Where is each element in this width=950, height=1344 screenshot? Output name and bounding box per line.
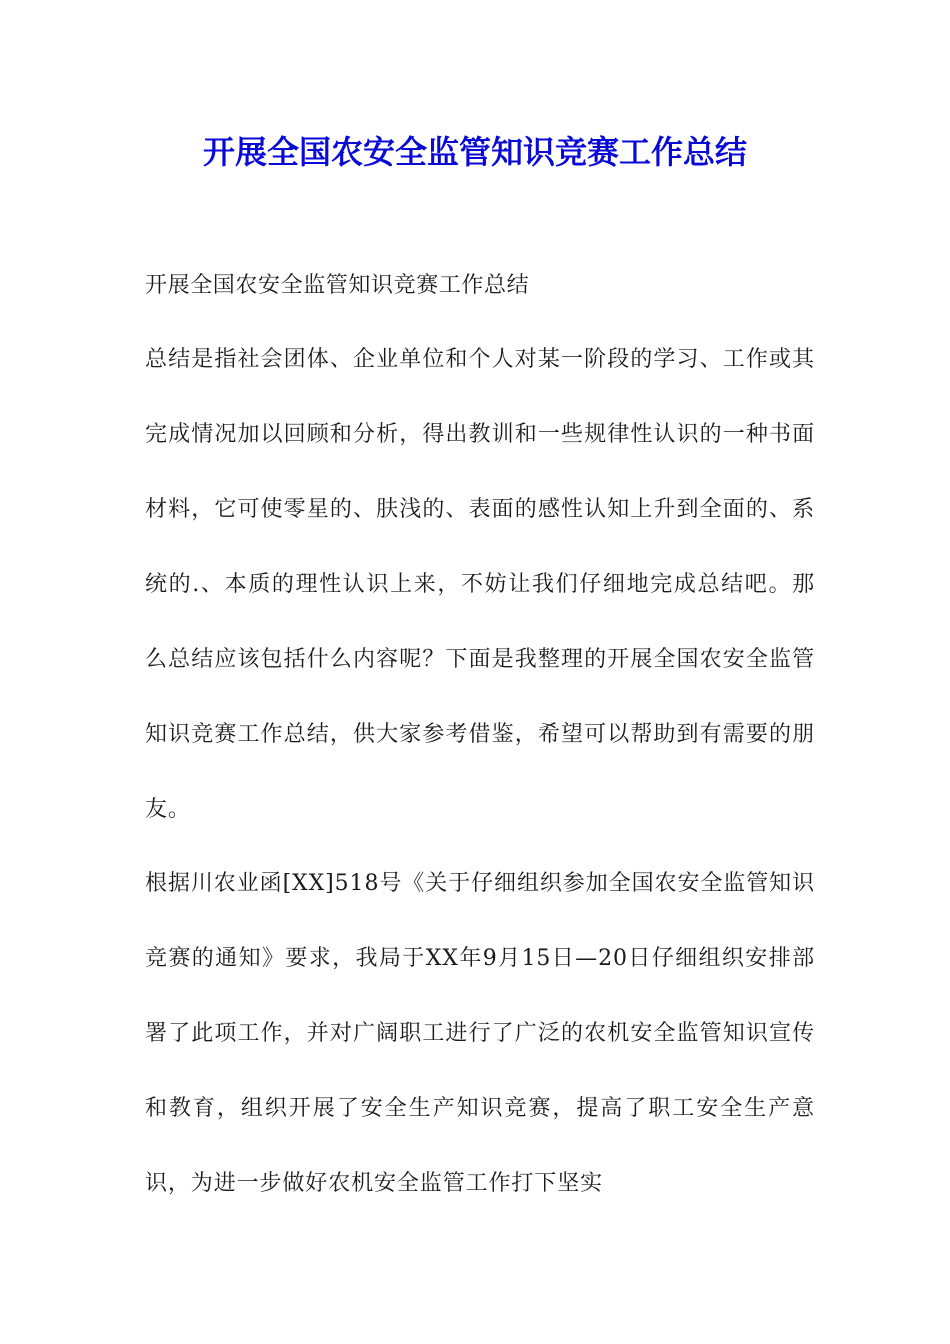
paragraph-body: 根据川农业函[XX]518号《关于仔细组织参加全国农安全监管知识竞赛的通知》要求，我局于XX年9月15日—20日仔细组织安排部署了此项工作，并对广阔职工进行了广泛的农机安全监管知识宣传和教育，组织开展了安全生产知识竞赛，提高了职工安全生产意识，为进一步做好农机安全监管工作打下坚实	[145, 871, 815, 1196]
document-title: 开展全国农安全监管知识竞赛工作总结	[202, 133, 747, 171]
document-subtitle: 开展全国农安全监管知识竞赛工作总结	[145, 273, 530, 298]
paragraph-intro: 总结是指社会团体、企业单位和个人对某一阶段的学习、工作或其完成情况加以回顾和分析，得出教训和一些规律性认识的一种书面材料，它可使零星的、肤浅的、表面的感性认知上升到全面的、系统的.、本质的理性认识上来，不妨让我们仔细地完成总结吧。那么总结应该包括什么内容呢？下面是我整理的开展全国农安全监管知识竞赛工作总结，供大家参考借鉴，希望可以帮助到有需要的朋友。	[145, 347, 815, 822]
